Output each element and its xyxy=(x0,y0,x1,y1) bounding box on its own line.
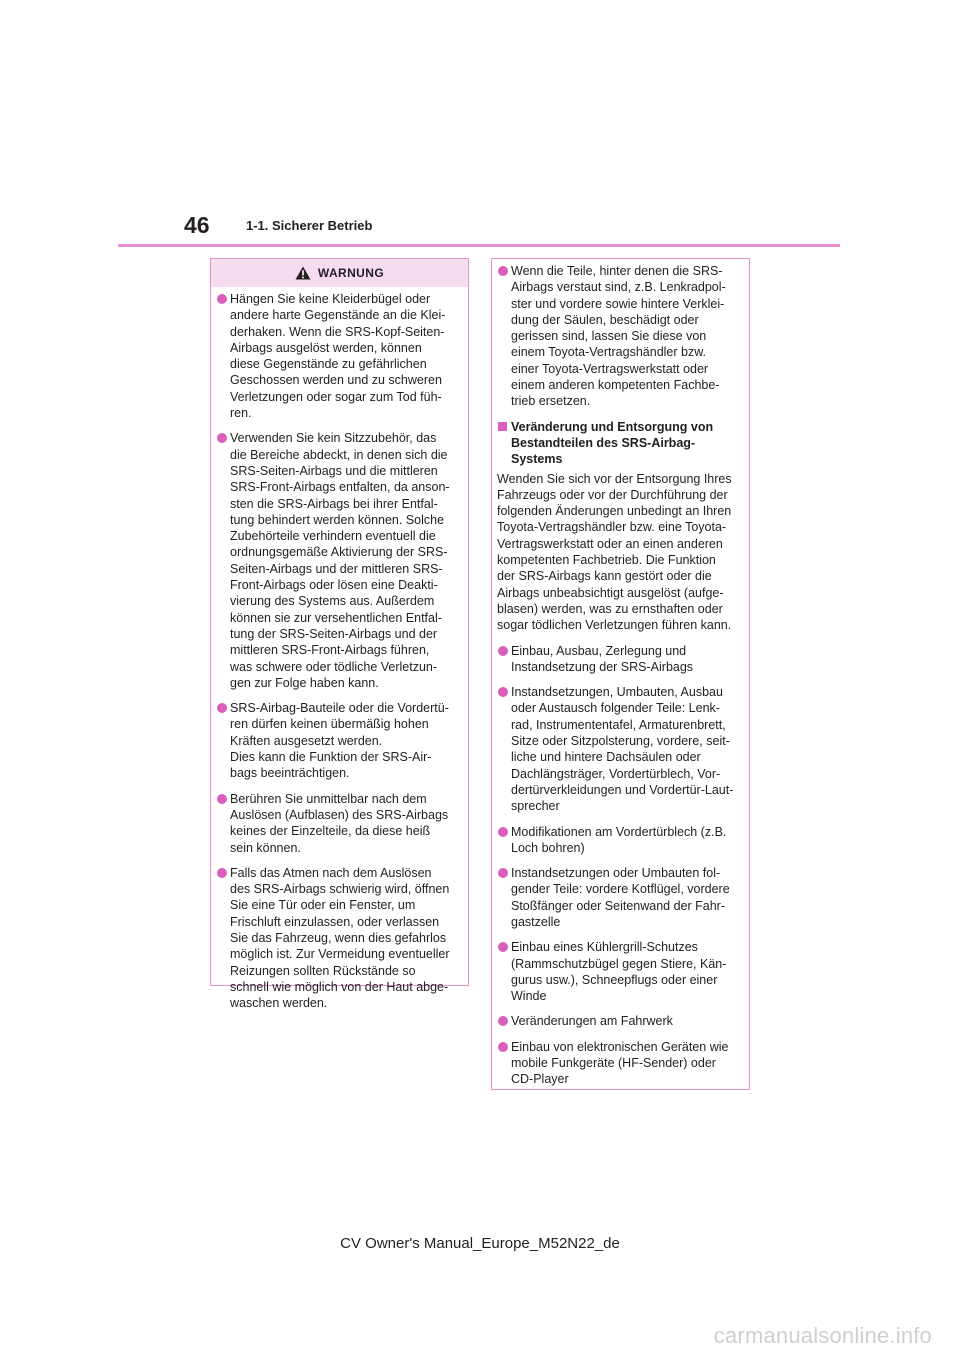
warning-bullet xyxy=(497,263,742,410)
bullet-dot-icon xyxy=(498,687,508,697)
footer-manual-id: CV Owner's Manual_Europe_M52N22_de xyxy=(340,1235,620,1252)
list-item xyxy=(497,643,742,676)
warning-bullet xyxy=(216,791,461,856)
bullet-text: Falls das Atmen nach dem Auslösen des SRS-Airbags schwierig wird, öffnen Sie eine Tür oder ein Fenster, um Frischluft einzulassen, oder verlassen Sie das Fahrzeug, wenn dies gefahrlos möglich ist. Zur Vermeidung eventueller Reizungen sollten Rückstände so schnell wie möglich von der Haut abge- waschen werden. xyxy=(230,865,450,1011)
subheading-text: Veränderung und Entsorgung von Bestandteilen des SRS-Airbag- Systems xyxy=(511,419,714,467)
bullet-dot-icon xyxy=(498,1042,508,1052)
warning-box xyxy=(210,258,469,1011)
warning-box-continued xyxy=(491,258,750,1090)
bullet-dot-icon xyxy=(498,827,508,837)
warning-title: WARNUNG xyxy=(317,266,385,280)
bullet-dot-icon xyxy=(498,942,508,952)
bullet-dot-icon xyxy=(498,868,508,878)
bullet-dot-icon xyxy=(217,294,227,304)
bullet-dot-icon xyxy=(217,794,227,804)
bullet-text: Hängen Sie keine Kleiderbügel oder andere harte Gegenstände an die Klei- derhaken. Wenn die SRS-Kopf-Seiten- Airbags ausgelöst werden, können diese Gegenstände zu gefährlichen Geschossen werden und zu schweren Verletzungen oder sogar zum Tod füh- ren. xyxy=(230,292,446,421)
warning-content xyxy=(211,287,468,1011)
bullet-text: Verwenden Sie kein Sitzzubehör, das die Bereiche abdeckt, in denen sich die SRS-Seiten-Airbags und die mittleren SRS-Front-Airbags entfalten, da anson- sten die SRS-Airbags bei ihrer Entfal- tung behindert werden können. Solche Zubehörteile verhindern eventuell die ordnungsgemäße Aktivierung der SRS- Seiten-Airbags und der mittleren SRS- Front-Airbags oder lösen eine Deakti- vierung des Systems aus. Außerdem können sie zur versehentlichen Entfal- tung der SRS-Seiten-Airbags und der mittleren SRS-Front-Airbags führen, was schwere oder tödliche Verletzun- gen zur Folge haben kann. xyxy=(230,431,450,690)
list-item xyxy=(497,824,742,857)
list-item xyxy=(497,939,742,1004)
subheading xyxy=(497,419,742,468)
list-item xyxy=(497,865,742,930)
bullet-text: Wenn die Teile, hinter denen die SRS- Airbags verstaut sind, z.B. Lenkradpol- ster und vordere sowie hintere Verklei- dung der Säulen, beschädigt oder gerissen sind, lassen Sie diese von einem Toyota-Vertragshändler bzw. einer Toyota-Vertragswerkstatt oder einem anderen kompetenten Fachbe- trieb ersetzen. xyxy=(511,264,726,409)
warning-bullet xyxy=(216,430,461,691)
warning-triangle-icon xyxy=(295,266,311,280)
bullet-text: Berühren Sie unmittelbar nach dem Auslösen (Aufblasen) des SRS-Airbags keines der Einzelteile, da diese heiß sein können. xyxy=(230,791,449,855)
paragraph: Wenden Sie sich vor der Entsorgung Ihres Fahrzeugs oder vor der Durchführung der folgenden Änderungen unbedingt an Ihren Toyota-Vertragshändler bzw. eine Toyota- Vertragswerkstatt oder an einen anderen kompetenten Fachbetrieb. Die Funktion der SRS-Airbags kann gestört oder die Airbags unbeabsichtigt ausgelöst (aufge- blasen) werden, was zu ernsthaften oder sogar tödlichen Verletzungen führen kann. xyxy=(497,471,732,633)
bullet-dot-icon xyxy=(217,868,227,878)
bullet-dot-icon xyxy=(498,646,508,656)
list-item xyxy=(497,684,742,814)
section-title: 1-1. Sicherer Betrieb xyxy=(246,218,373,233)
bullet-text: Instandsetzungen oder Umbauten fol- gender Teile: vordere Kotflügel, vordere Stoßfänger oder Seitenwand der Fahr- gastzelle xyxy=(511,866,730,929)
warning-header xyxy=(211,259,468,287)
warning-bullet xyxy=(216,865,461,1012)
list-item xyxy=(497,1013,742,1029)
bullet-dot-icon xyxy=(498,266,508,276)
square-bullet-icon xyxy=(498,422,507,431)
bullet-dot-icon xyxy=(217,703,227,713)
bullet-dot-icon xyxy=(498,1016,508,1026)
warning-continued-content xyxy=(492,259,749,1088)
warning-bullet xyxy=(216,700,461,781)
bullet-text: Modifikationen am Vordertürblech (z.B. Loch bohren) xyxy=(511,824,727,855)
warning-bullet xyxy=(216,291,461,421)
bullet-text: Einbau, Ausbau, Zerlegung und Instandsetzung der SRS-Airbags xyxy=(511,643,694,674)
bullet-dot-icon xyxy=(217,433,227,443)
header-divider xyxy=(118,244,840,247)
bullet-text: SRS-Airbag-Bauteile oder die Vordertü- ren dürfen keinen übermäßig hohen Kräften ausgesetzt werden. Dies kann die Funktion der SRS-Air- bags beeinträchtigen. xyxy=(230,701,449,781)
page-number: 46 xyxy=(184,212,210,238)
bullet-text: Einbau eines Kühlergrill-Schutzes (Rammschutzbügel gegen Stiere, Kän- gurus usw.), Schneepflugs oder einer Winde xyxy=(511,940,727,1004)
bullet-text: Instandsetzungen, Umbauten, Ausbau oder Austausch folgender Teile: Lenk- rad, Instrumententafel, Armaturenbrett, Sitze oder Sitzpolsterung, vordere, seit- liche und hintere Dachsäulen oder Dachlängsträger, Vordertürblech, Vor- dertürverkleidungen und Vordertür-Laut- sprecher xyxy=(511,685,734,814)
watermark: carmanualsonline.info xyxy=(713,1323,932,1348)
bullet-text: Einbau von elektronischen Geräten wie mobile Funkgeräte (HF-Sender) oder CD-Player xyxy=(511,1039,729,1087)
list-item xyxy=(497,1039,742,1088)
bullet-text: Veränderungen am Fahrwerk xyxy=(511,1014,673,1029)
